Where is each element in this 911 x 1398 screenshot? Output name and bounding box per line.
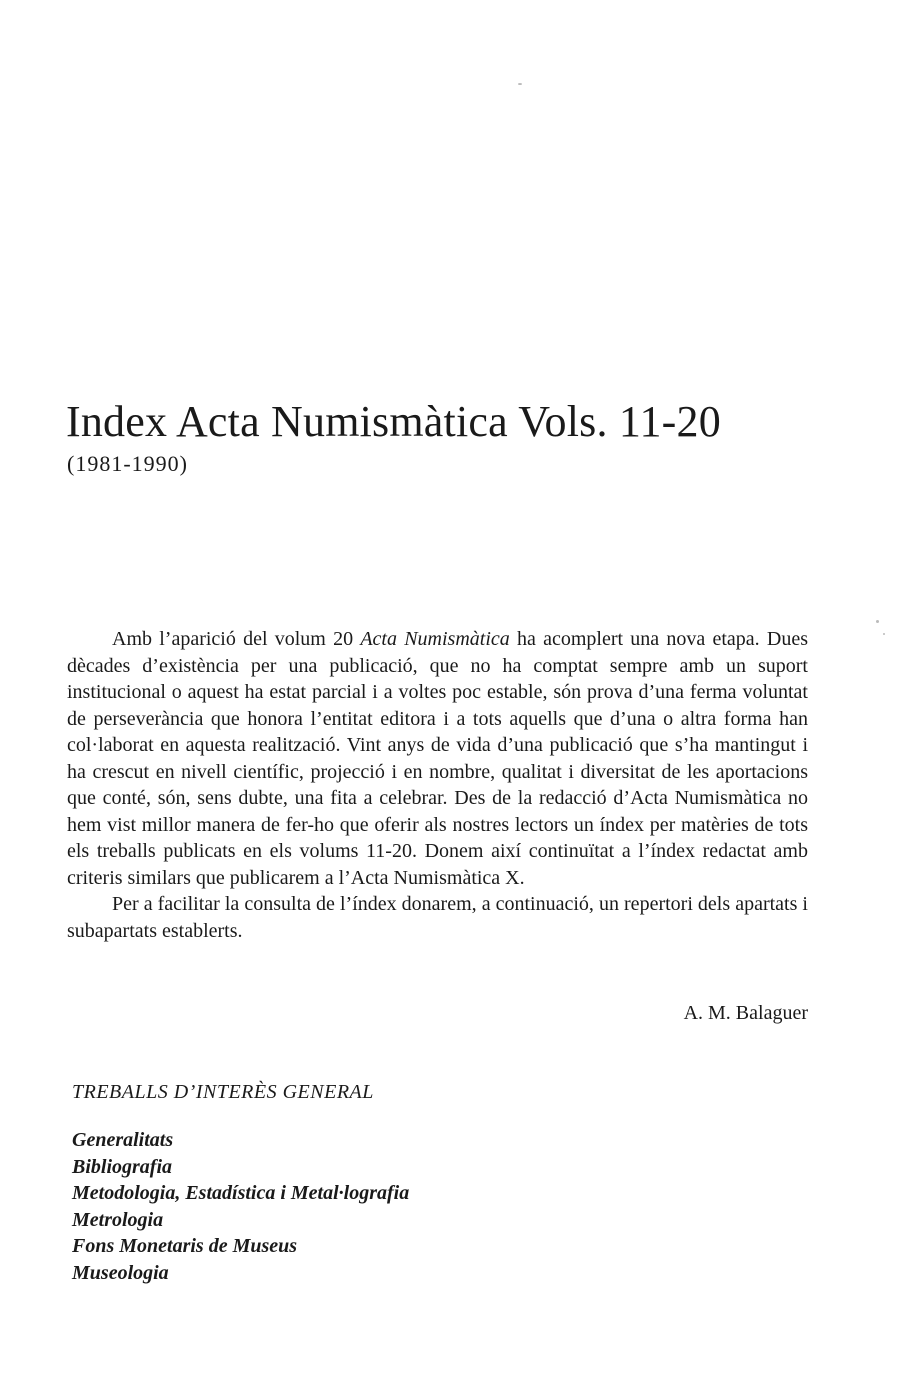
page-subtitle: (1981-1990) xyxy=(67,451,188,476)
intro-paragraph-1-rest: ha acomplert una nova etapa. Dues dècades d’existència per una publicació, que no ha comptat sempre amb un suport institucional o aquest ha estat parcial i a voltes poc estable, són prova d’una ferma voluntat de perseverància que honora l’entitat editora i a tots aquells que d’una o altra forma han col·laborat en aquesta realització. Vint anys de vida d’una publicació que s’ha mantingut i ha crescut en nivell científic, projecció i en nombre, qualitat i diversitat de les aportacions que conté, són, sens dubte, una fita a celebrar. Des de la redacció d’Acta Numismàtica no hem vist millor manera de fer-ho que oferir als nostres lectors un índex per matèries de tots els treballs publicats en els volums 11-20. Donem així continuïtat a l’índex redactat amb criteris similars que publicarem a l’Acta Numismàtica X. xyxy=(67,628,808,889)
list-item: Fons Monetaris de Museus xyxy=(72,1235,298,1257)
scan-speck xyxy=(883,633,885,635)
intro-paragraph-2: Per a facilitar la consulta de l’índex donarem, a continuació, un repertori dels apartats i subapartats establerts. xyxy=(67,893,808,942)
list-item: Museologia xyxy=(72,1261,169,1284)
author-signature: A. M. Balaguer xyxy=(683,1002,808,1024)
list-item: Metodologia, Estadística i Metal·lografia xyxy=(72,1182,410,1204)
page-title: Index Acta Numismàtica Vols. 11-20 xyxy=(66,397,721,446)
intro-paragraph-1 xyxy=(67,626,808,891)
list-item: Bibliografia xyxy=(72,1155,173,1178)
intro-paragraph-1-start: Amb l’aparició del volum 20 xyxy=(112,628,361,650)
list-item: Generalitats xyxy=(72,1129,174,1151)
journal-title-italic: Acta Numismàtica xyxy=(360,628,510,650)
scan-speck xyxy=(876,620,879,623)
list-item: Metrologia xyxy=(72,1208,164,1231)
subsection-list xyxy=(72,1127,409,1286)
intro-text xyxy=(67,626,808,944)
section-heading: TREBALLS D’INTERÈS GENERAL xyxy=(72,1081,374,1103)
scan-speck xyxy=(518,83,522,85)
